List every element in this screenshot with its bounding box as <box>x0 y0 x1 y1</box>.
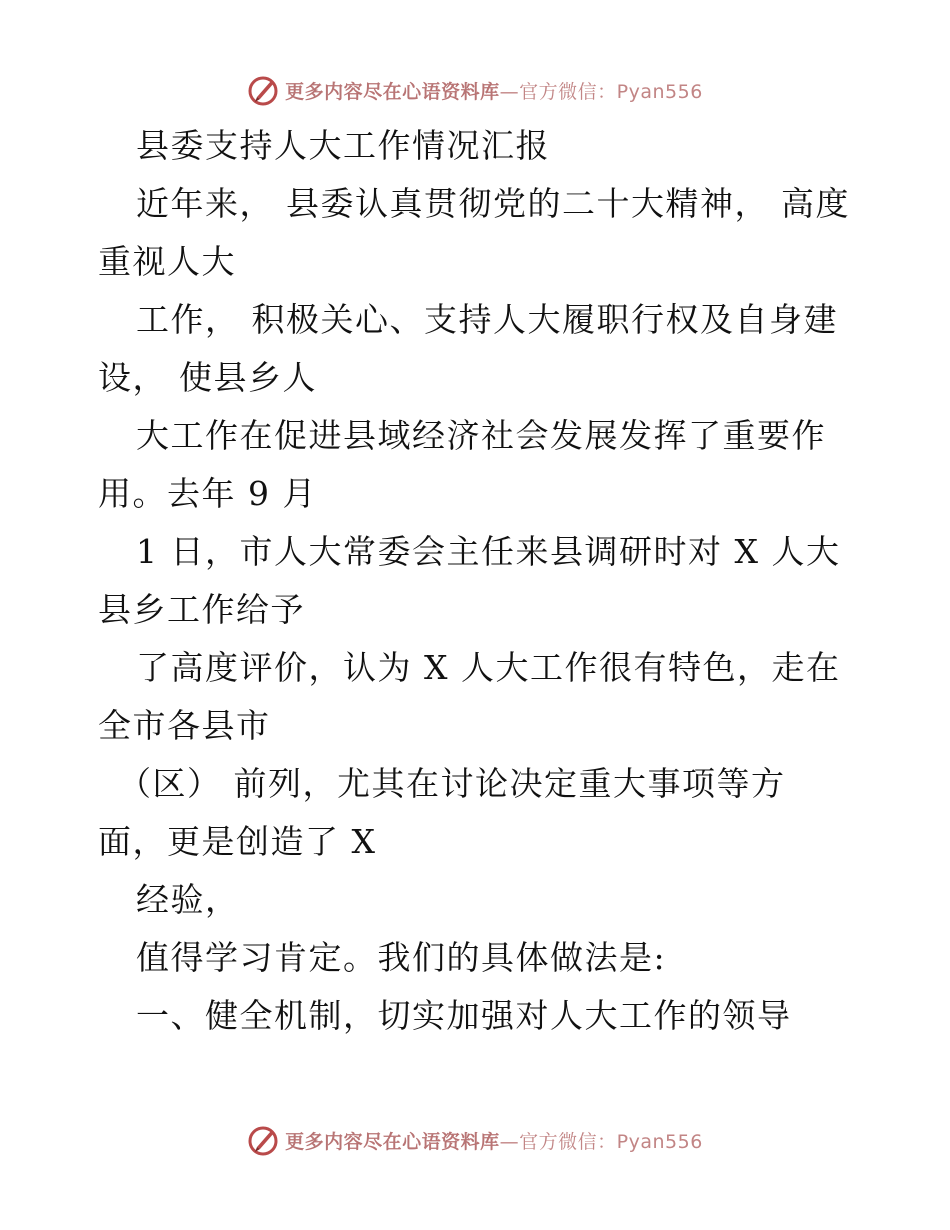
header-banner-lead: 更多内容尽在心语资料库 <box>285 80 500 103</box>
footer-banner-lead: 更多内容尽在心语资料库 <box>285 1130 500 1153</box>
footer-banner-text <box>285 1127 703 1154</box>
header-banner-rest: —官方微信：Pyan556 <box>499 80 703 103</box>
paragraph-line: （区） 前列，尤其在讨论决定重大事项等方 <box>118 764 786 803</box>
paragraph-line: 设， 使县乡人 <box>98 358 317 397</box>
paragraph-line: 经验， <box>136 880 240 919</box>
paragraph-line: 重视人大 <box>98 242 236 281</box>
paragraph-line: 工作， 积极关心、支持人大履职行权及自身建 <box>136 300 838 339</box>
paragraph-line: 值得学习肯定。我们的具体做法是: <box>136 938 667 977</box>
paragraph-line: 1 日，市人大常委会主任来县调研时对 X 人大 <box>136 532 841 571</box>
paragraph-line: 大工作在促进县域经济社会发展发挥了重要作 <box>136 416 826 455</box>
section-heading: 一、健全机制，切实加强对人大工作的领导 <box>136 996 792 1035</box>
paragraph-line: 近年来， 县委认真贯彻党的二十大精神， 高度 <box>136 184 850 223</box>
quill-pen-circle-logo-icon <box>247 1123 281 1157</box>
document-title: 县委支持人大工作情况汇报 <box>136 126 550 165</box>
paragraph-line: 面，更是创造了 X <box>98 822 377 861</box>
paragraph-line: 了高度评价，认为 X 人大工作很有特色，走在 <box>136 648 841 687</box>
footer-banner-rest: —官方微信：Pyan556 <box>499 1130 703 1153</box>
footer-banner <box>0 1120 950 1160</box>
paragraph-line: 用。去年 9 月 <box>98 474 317 513</box>
paragraph-line: 全市各县市 <box>98 706 271 745</box>
paragraph-line: 县乡工作给予 <box>98 590 305 629</box>
